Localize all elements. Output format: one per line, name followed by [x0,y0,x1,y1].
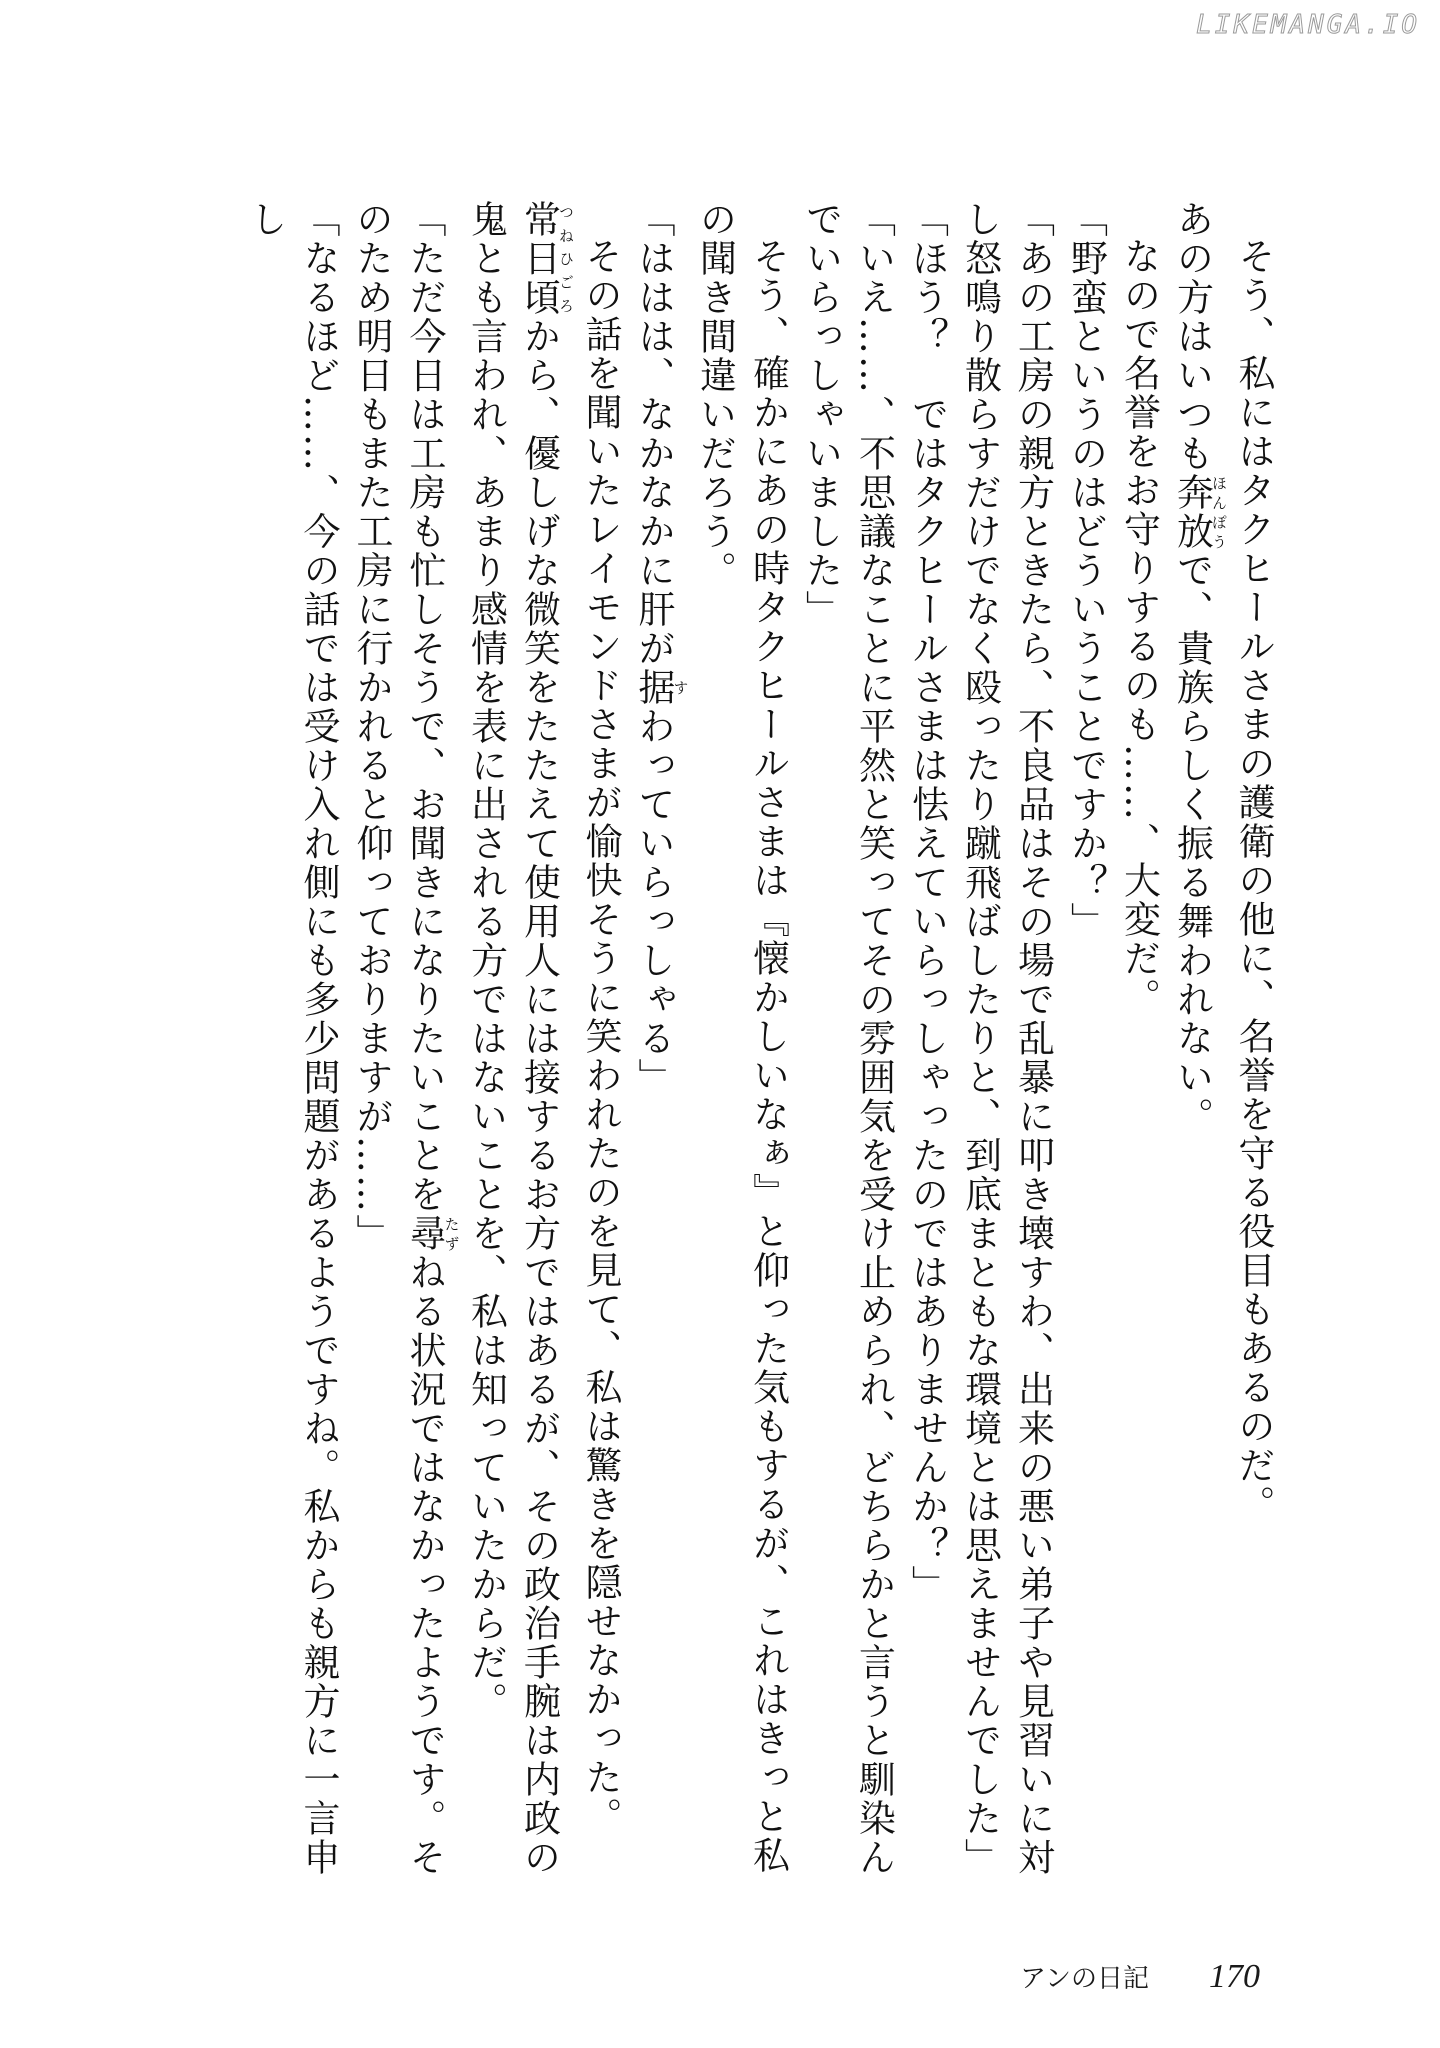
paragraph-9-pre: 「ははは、なかなかに肝が [632,200,675,668]
paragraph-11-post: から、優しげな微笑をたたえて使用人には接するお方ではあるが、その政治手腕は内政の鬼とも言われ、あまり感情を表に出される方ではないことを、私は知っていたからだ。 [464,200,561,1877]
vertical-text-body [239,200,1280,1900]
paragraph-2-pre: あの方はいつも [1170,200,1214,473]
paragraph-11 [460,200,575,1900]
paragraph-2-post: で、貴族らしく振る舞われない。 [1170,551,1214,1136]
paragraph-12 [345,200,460,1900]
paragraph-12-pre: 「ただ今日は工房も忙しそうで、お聞きになりたいことを [403,200,446,1214]
page-footer [1020,1958,1260,1996]
ruby-su: 据す [632,668,690,707]
paragraph-9 [627,200,689,1900]
paragraph-7: 「いえ……、不思議なことに平然と笑ってその雰囲気を受け止められ、どちらかと言うと馴染んでいらっしゃいました」 [799,200,896,1877]
running-title: アンの日記 [1020,1964,1149,1994]
ruby-honpou: 奔放ほんぽう [1170,473,1228,551]
page-number: 170 [1209,1958,1260,1995]
paragraph-9-post: わっていらっしゃる」 [632,707,675,1097]
paragraph-13: 「なるほど……、今の話では受け入れ側にも多少問題があるようですね。私からも親方に一言申し [244,200,340,1877]
paragraph-10: その話を聞いたレイモンドさまが愉快そうに笑われたのを見て、私は驚きを隠せなかった。 [579,237,622,1836]
watermark: LIKEMANGA.IO [1196,10,1420,40]
paragraph-2 [1166,200,1228,1900]
paragraph-4: 「野蛮というのはどういうことですか？」 [1064,200,1108,941]
ruby-tsunehigoro: 常日頃つねひごろ [517,200,575,317]
paragraph-12-post: ねる状況ではなかったようです。そのため明日もまた工房に行かれると仰っておりますが……」 [350,200,446,1877]
ruby-tazu: 尋たず [403,1214,461,1253]
paragraph-3: なので名誉をお守りするのも……、大変だ。 [1117,237,1161,1017]
paragraph-8: そう、確かにあの時タクヒールさまは『懐かしいなぁ』と仰った気もするが、これはきっと私の聞き間違いだろう。 [693,200,790,1875]
paragraph-6: 「ほう？ ではタクヒールさまは怯えていらっしゃったのではありませんか？」 [905,200,949,1604]
paragraph-5: 「あの工房の親方ときたら、不良品はその場で乱暴に叩き壊すわ、出来の悪い弟子や見習いに対し怒鳴り散らすだけでなく殴ったり蹴飛ばしたりと、到底まともな環境とは思えませんでした」 [958,200,1055,1877]
paragraph-1: そう、私にはタクヒールさまの護衛の他に、名誉を守る役目もあるのだ。 [1232,237,1275,1524]
